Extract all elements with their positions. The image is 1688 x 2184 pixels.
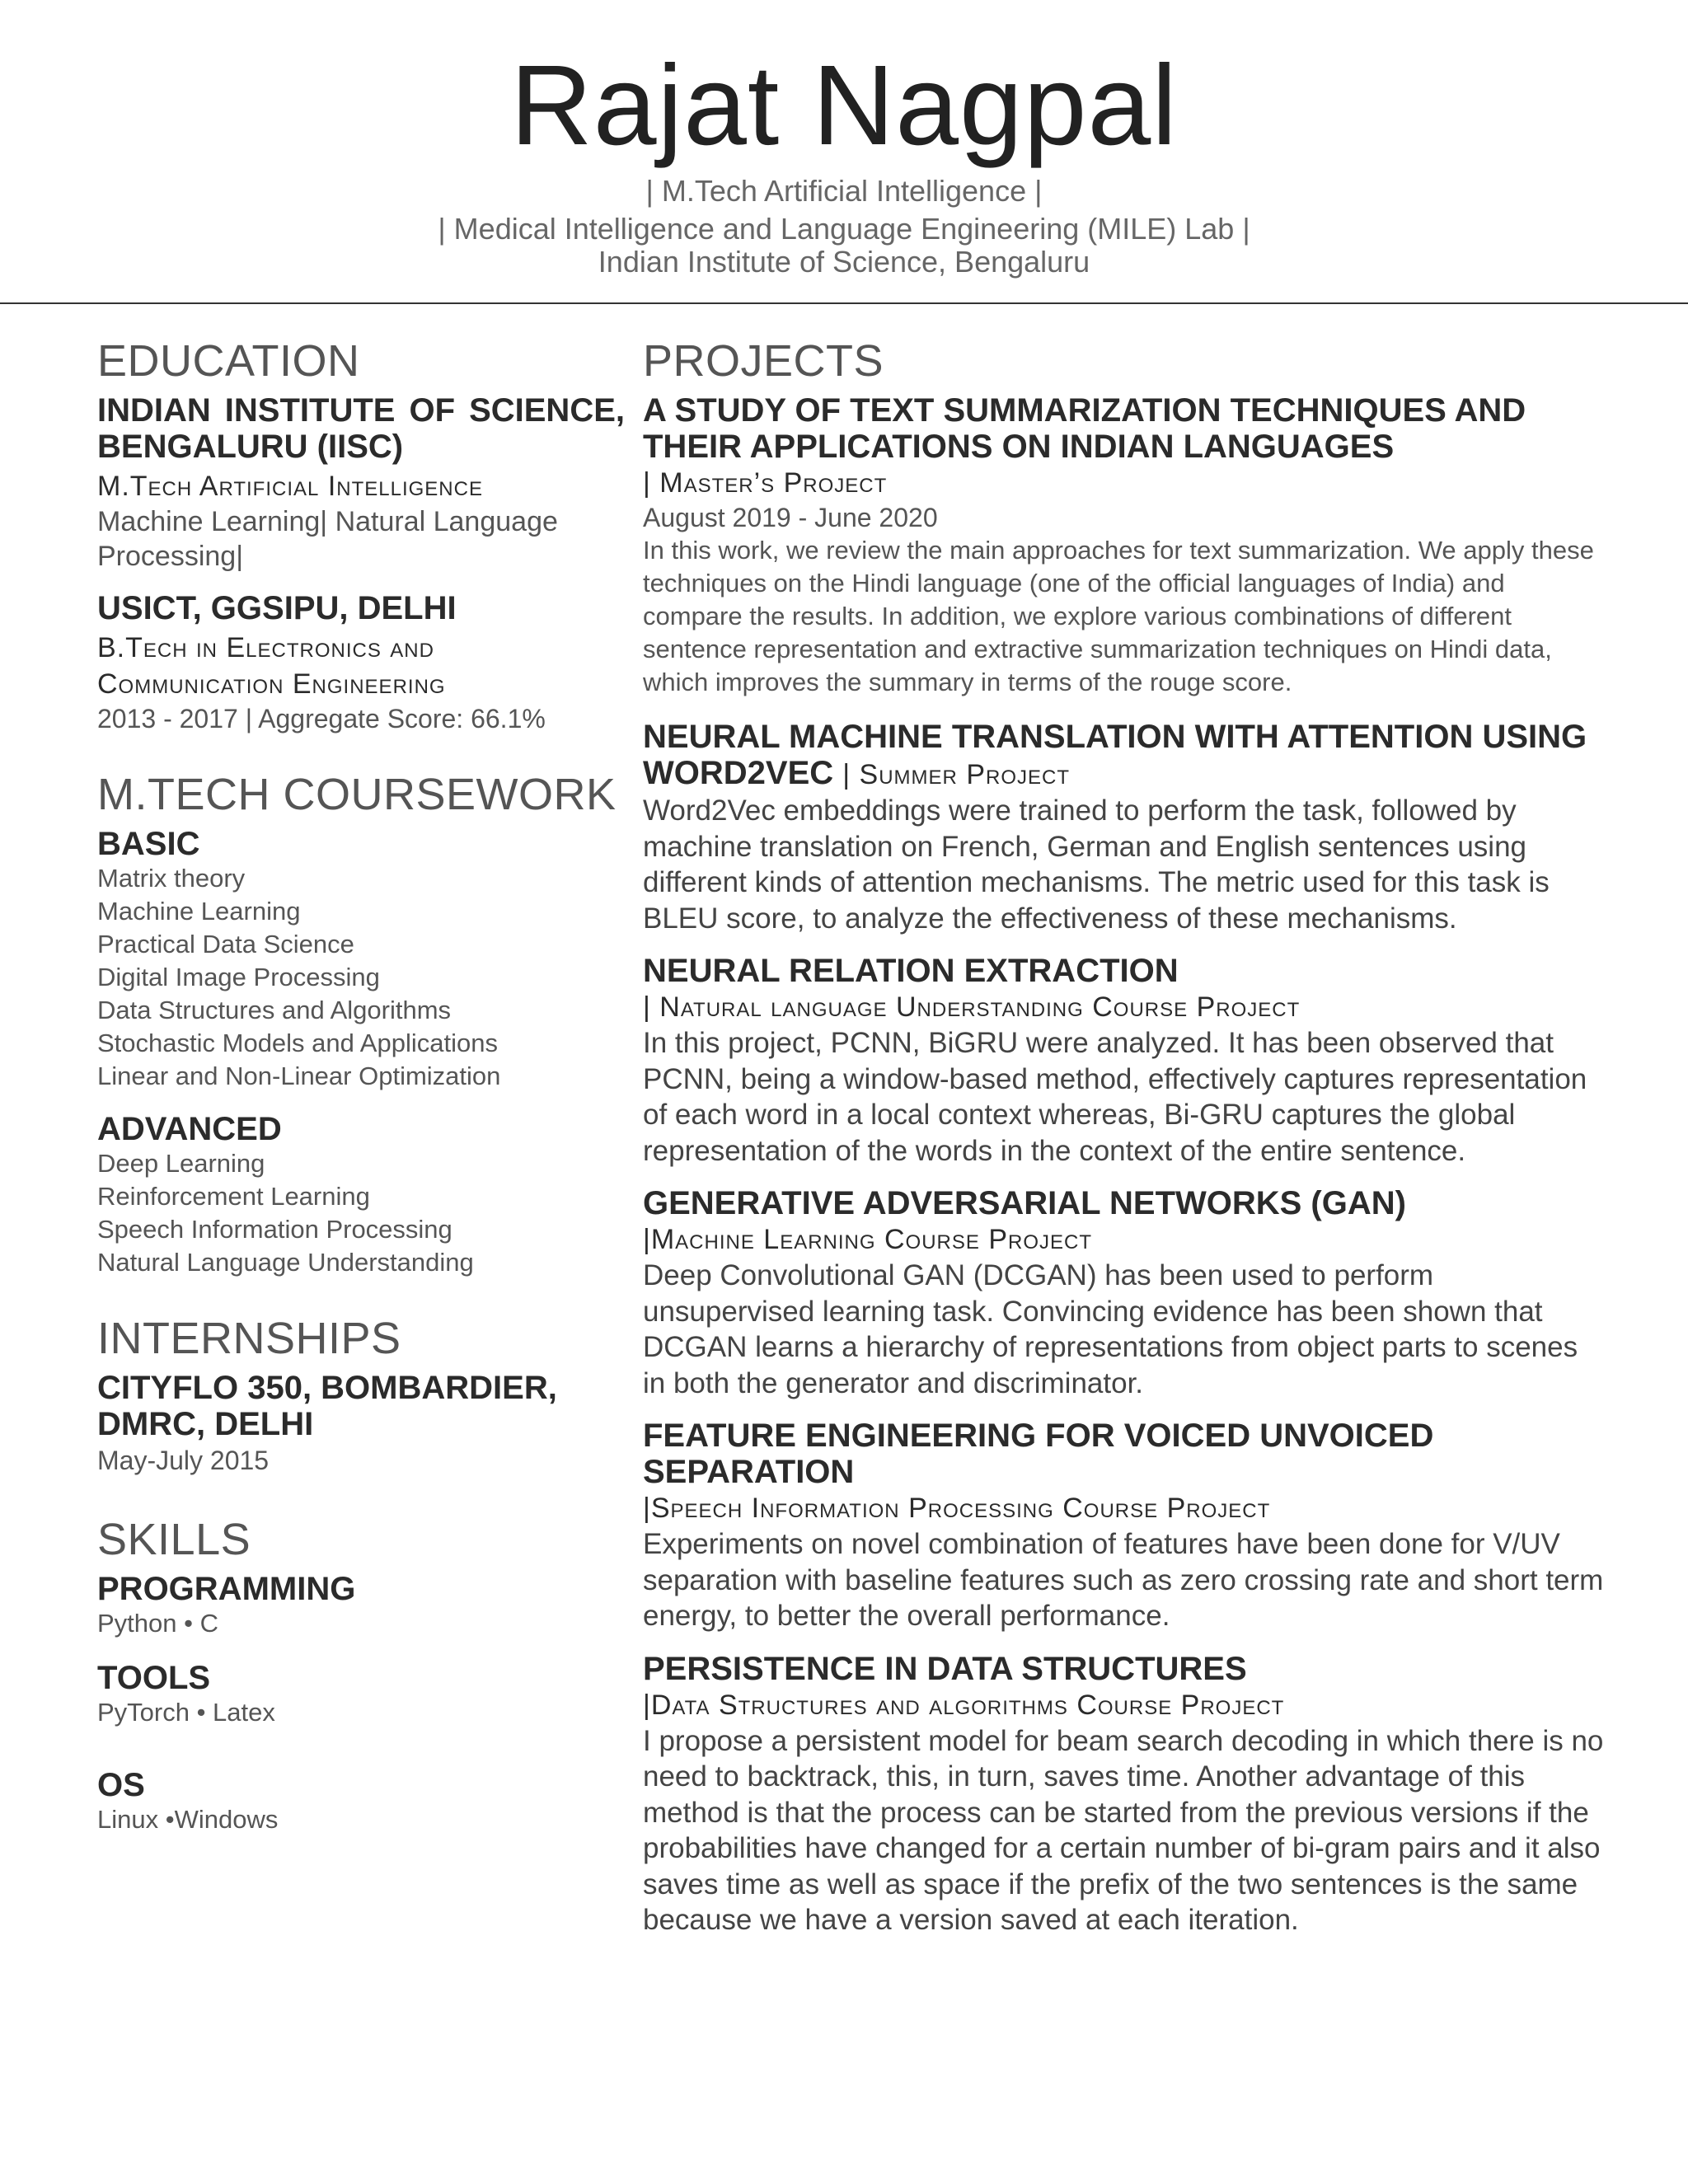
left-column — [97, 330, 625, 1836]
skills-programming-items: Python • C — [97, 1609, 218, 1638]
list-item: Deep Learning — [97, 1149, 265, 1178]
list-item: Digital Image Processing — [97, 963, 380, 991]
coursework-advanced-list — [97, 1147, 625, 1279]
project-title-text: NEURAL MACHINE TRANSLATION WITH ATTENTION USING WORD2VEC — [643, 719, 1587, 791]
project-subtitle: | Master’s Project — [643, 467, 888, 499]
list-item: Natural Language Understanding — [97, 1248, 474, 1277]
list-item: Practical Data Science — [97, 930, 354, 958]
education-degree-1: M.Tech Artificial Intelligence — [97, 471, 483, 502]
skills-tools-items: PyTorch • Latex — [97, 1698, 275, 1727]
project-description: Word2Vec embeddings were trained to perform the task, followed by machine translation on French, German and English sentences using different kinds of attention mechanisms. The metric used for this task is BLEU score, to analyze the effectiveness of these mechanisms. — [643, 794, 1550, 935]
internship-dates: May-July 2015 — [97, 1446, 270, 1475]
project-3 — [643, 953, 1607, 1169]
project-dates: August 2019 - June 2020 — [643, 503, 938, 532]
list-item: Machine Learning — [97, 897, 301, 926]
coursework-advanced-heading: ADVANCED — [97, 1111, 282, 1147]
education-heading: EDUCATION — [97, 336, 360, 386]
right-column — [643, 330, 1607, 1938]
coursework-basic-list — [97, 862, 625, 1093]
header-divider — [0, 302, 1688, 304]
project-4 — [643, 1185, 1607, 1401]
education-degree-2: B.Tech in Electronics and Communication Engineering — [97, 632, 446, 700]
project-title: FEATURE ENGINEERING FOR VOICED UNVOICED SEPARATION — [643, 1418, 1434, 1490]
skills-os-items: Linux •Windows — [97, 1805, 279, 1834]
project-title — [643, 719, 1607, 793]
education-detail-2: 2013 - 2017 | Aggregate Score: 66.1% — [97, 704, 546, 733]
skills-programming-heading: PROGRAMMING — [97, 1571, 356, 1607]
project-title: A STUDY OF TEXT SUMMARIZATION TECHNIQUES AND THEIR APPLICATIONS ON INDIAN LANGUAGES — [643, 392, 1526, 465]
project-subtitle: | Summer Project — [842, 759, 1071, 790]
list-item: Linear and Non-Linear Optimization — [97, 1062, 501, 1090]
header-lab: | Medical Intelligence and Language Engineering (MILE) Lab | — [438, 212, 1250, 246]
project-subtitle: |Data Structures and algorithms Course Project — [643, 1689, 1285, 1721]
project-subtitle: |Machine Learning Course Project — [643, 1224, 1093, 1255]
project-description: In this work, we review the main approaches for text summarization. We apply these techniques on the Hindi language (one of the official languages of India) and compare the results. In addition, we explore various combinations of different sentence representation and extractive summarization techniques on Hindi data, which improves the summary in terms of the rouge score. — [643, 536, 1594, 696]
project-6 — [643, 1651, 1607, 1938]
project-title: NEURAL RELATION EXTRACTION — [643, 953, 1179, 989]
coursework-heading: M.TECH COURSEWORK — [97, 770, 617, 819]
skills-tools-heading: TOOLS — [97, 1660, 211, 1696]
list-item: Data Structures and Algorithms — [97, 996, 452, 1024]
list-item: Reinforcement Learning — [97, 1182, 370, 1211]
project-description: Experiments on novel combination of features have been done for V/UV separation with baseline features such as zero crossing rate and short term energy, to better the overall performance. — [643, 1528, 1604, 1632]
education-school-2: USICT, GGSIPU, DELHI — [97, 590, 457, 626]
internship-company: CITYFLO 350, BOMBARDIER, DMRC, DELHI — [97, 1370, 557, 1442]
list-item: Matrix theory — [97, 864, 246, 893]
education-detail-1: Machine Learning| Natural Language Processing| — [97, 506, 558, 572]
skills-heading: SKILLS — [97, 1515, 251, 1564]
project-2 — [643, 719, 1607, 936]
coursework-basic-heading: BASIC — [97, 826, 200, 862]
list-item: Stochastic Models and Applications — [97, 1029, 498, 1057]
project-description: In this project, PCNN, BiGRU were analyzed. It has been observed that PCNN, being a window-based method, effectively captures representation of each word in a local context whereas, Bi-GRU captures the global representation of the words in the context of the entire sentence. — [643, 1027, 1587, 1167]
projects-heading: PROJECTS — [643, 336, 884, 386]
project-subtitle: |Speech Information Processing Course Project — [643, 1493, 1271, 1524]
project-title: PERSISTENCE IN DATA STRUCTURES — [643, 1650, 1247, 1687]
project-subtitle: | Natural language Understanding Course Project — [643, 991, 1301, 1023]
project-5 — [643, 1418, 1607, 1634]
header-degree: | M.Tech Artificial Intelligence | — [645, 174, 1043, 208]
project-1 — [643, 392, 1607, 699]
resume-name: Rajat Nagpal — [510, 42, 1178, 169]
project-description: I propose a persistent model for beam search decoding in which there is no need to backtrack, this, in turn, saves time. Another advantage of this method is that the process can be started from the previous versions if the probabilities have changed for a certain number of bi-gram pairs and it also saves time as well as space if the prefix of the two sentences is the same because we have a version saved at each iteration. — [643, 1724, 1604, 1936]
list-item: Speech Information Processing — [97, 1215, 452, 1244]
project-description: Deep Convolutional GAN (DCGAN) has been used to perform unsupervised learning task. Convincing evidence has been shown that DCGAN learns a hierarchy of representations from object parts to scenes in both the generator and discriminator. — [643, 1259, 1578, 1399]
education-school-1: INDIAN INSTITUTE OF SCIENCE, BENGALURU (IISC) — [97, 392, 625, 465]
project-title: GENERATIVE ADVERSARIAL NETWORKS (GAN) — [643, 1185, 1406, 1221]
internships-heading: INTERNSHIPS — [97, 1314, 401, 1363]
header-institute: Indian Institute of Science, Bengaluru — [598, 245, 1090, 279]
skills-os-heading: OS — [97, 1767, 145, 1803]
